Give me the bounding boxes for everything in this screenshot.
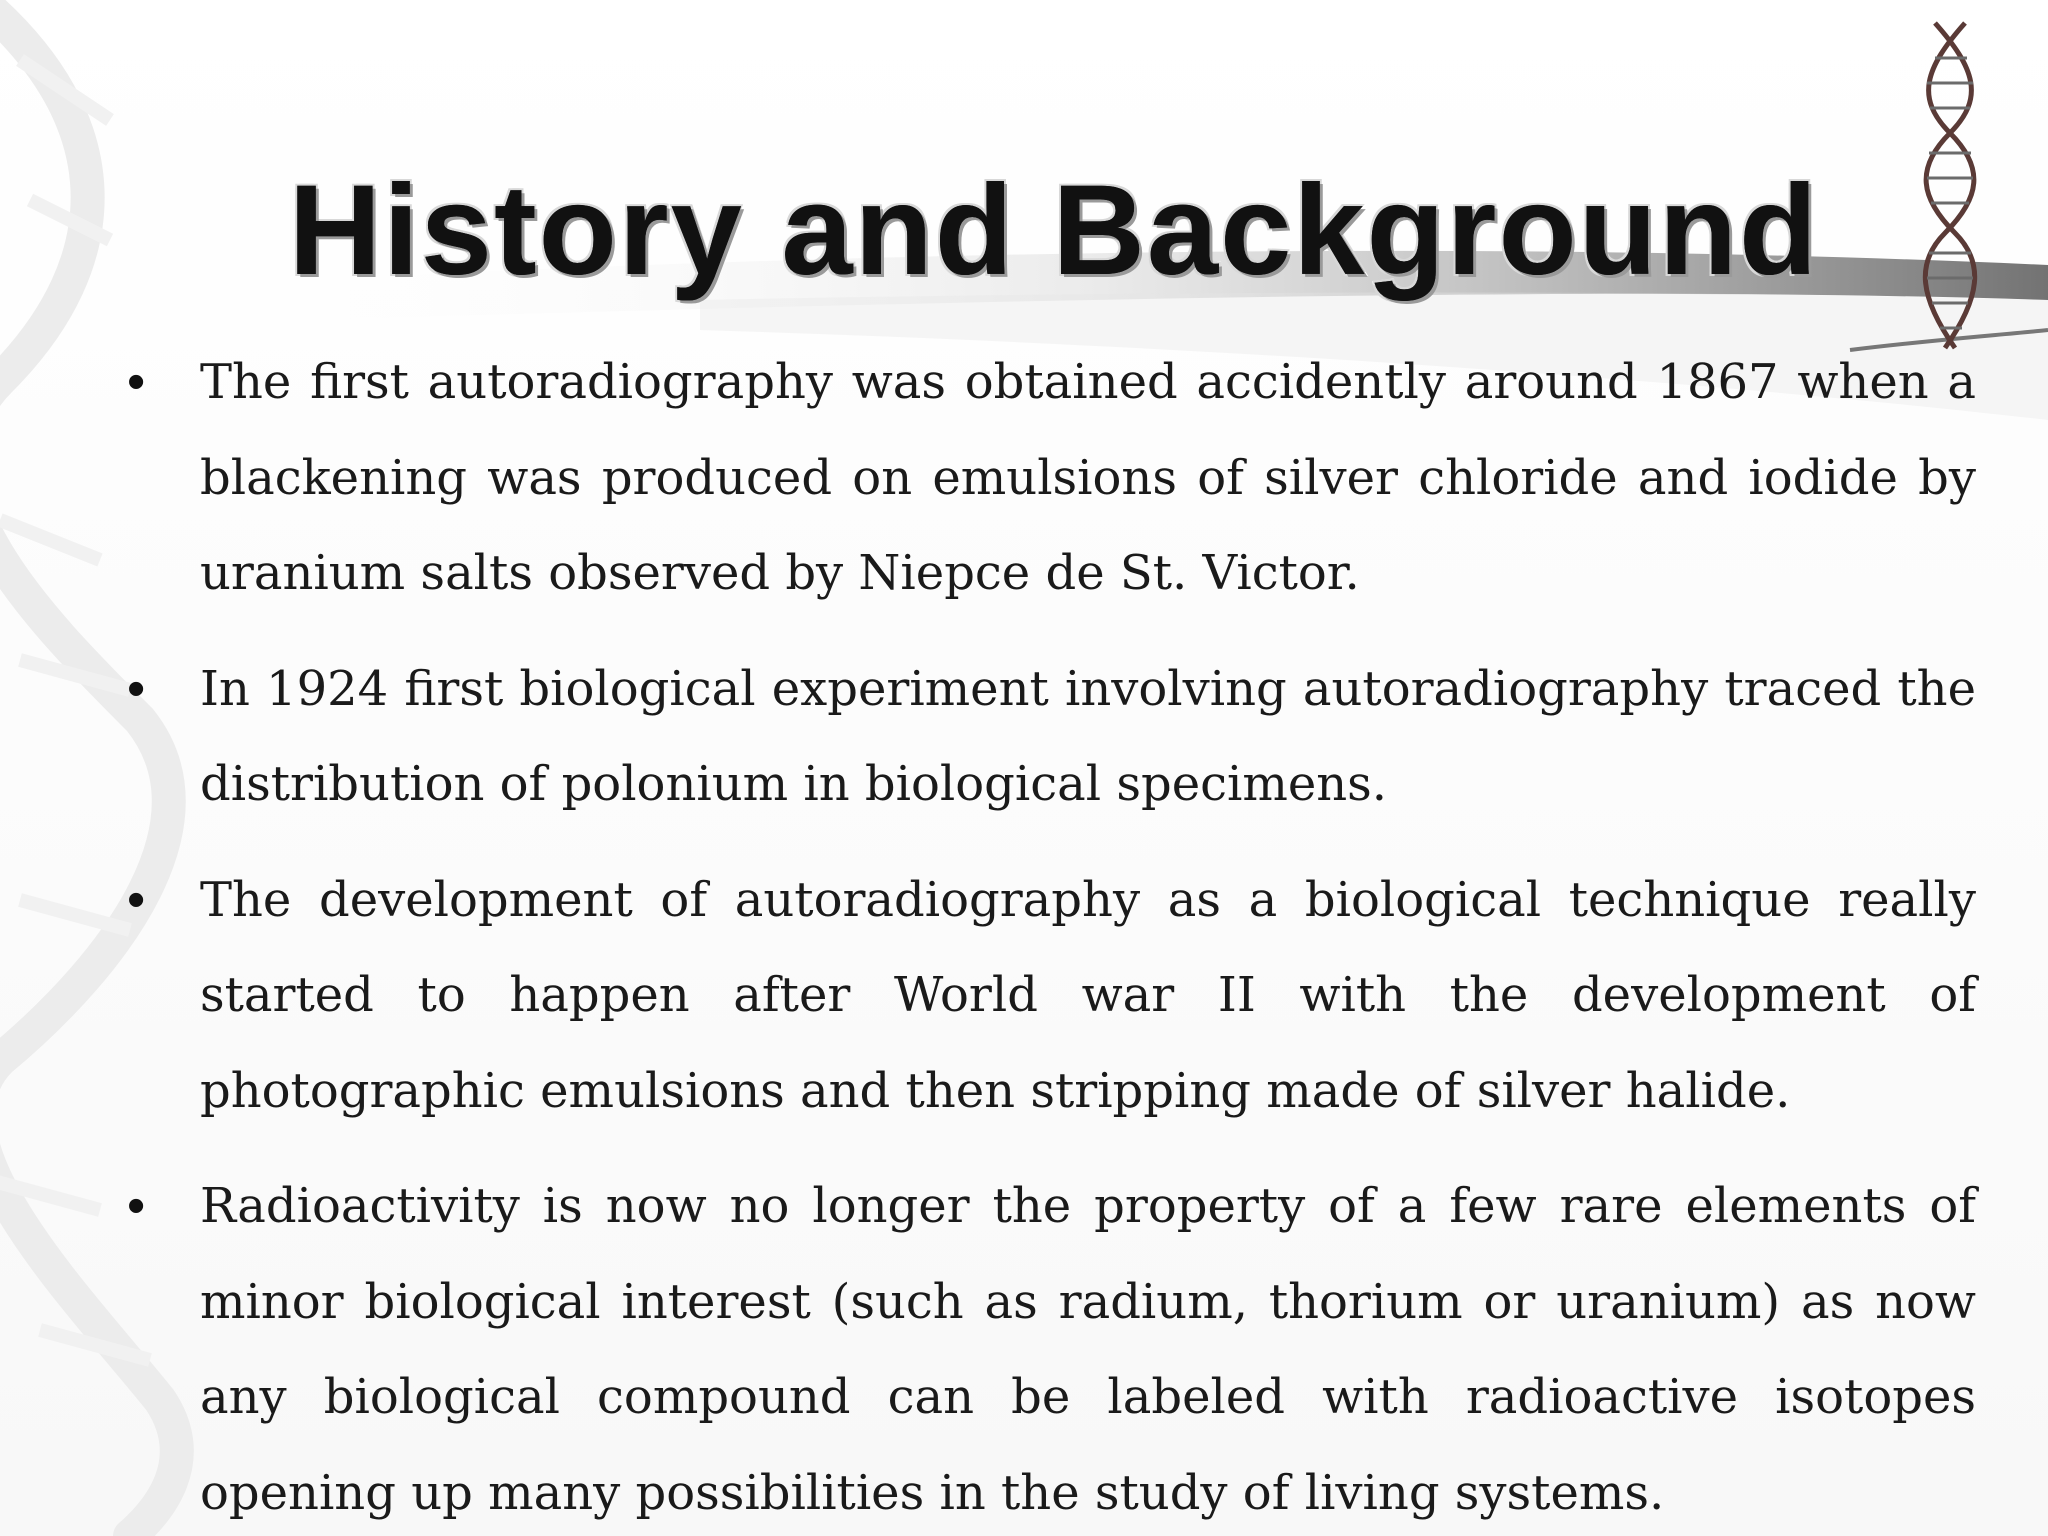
slide-title: History and Background	[288, 158, 1820, 302]
bullet-item: • The development of autoradiography as a biological technique really started to happen after World war II with the development of photographic emulsions and then stripping made of silver halide.	[200, 853, 1976, 1140]
bullet-item: • In 1924 first biological experiment involving autoradiography traced the distribution of polonium in biological specimens.	[200, 642, 1976, 833]
bullet-item: • The first autoradiography was obtained accidently around 1867 when a blackening was produced on emulsions of silver chloride and iodide by uranium salts observed by Niepce de St. Victor.	[200, 335, 1976, 622]
bullet-list	[200, 335, 1976, 1536]
bullet-item: • Radioactivity is now no longer the property of a few rare elements of minor biological interest (such as radium, thorium or uranium) as now any biological compound can be labeled with radioactive isotopes opening up many possibilities in the study of living systems.	[200, 1159, 1976, 1536]
